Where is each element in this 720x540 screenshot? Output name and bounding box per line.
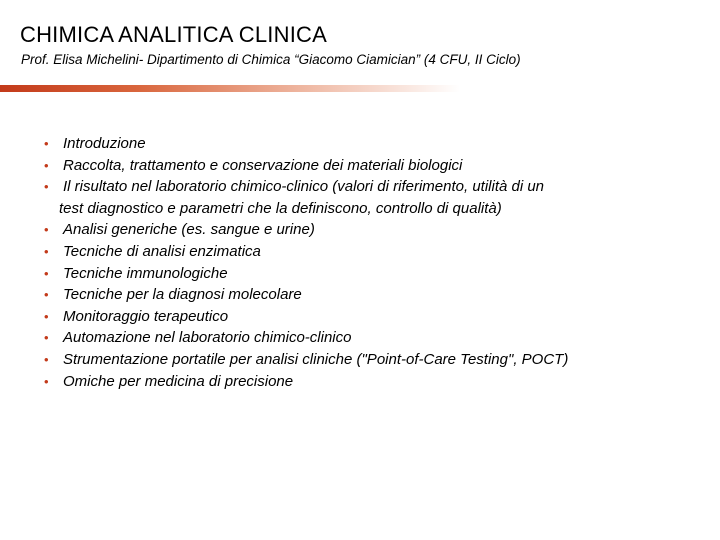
list-item-text: Tecniche di analisi enzimatica <box>63 242 261 260</box>
bullet-icon: • <box>44 287 49 303</box>
list-item-text: Tecniche per la diagnosi molecolare <box>63 286 302 304</box>
bullet-icon: • <box>44 136 49 151</box>
list-item-text: Raccolta, trattamento e conservazione dei materiali biologici <box>63 156 463 174</box>
list-item-text: Automazione nel laboratorio chimico-clinico <box>63 329 352 347</box>
bullet-icon: • <box>44 157 49 173</box>
bullet-icon: • <box>44 373 49 389</box>
list-item <box>40 349 710 371</box>
bullet-icon: • <box>44 308 49 324</box>
slide-title: CHIMICA ANALITICA CLINICA <box>20 22 327 47</box>
list-item-text: Il risultato nel laboratorio chimico-clinico (valori di riferimento, utilità di un <box>63 178 545 196</box>
list-item <box>40 176 710 219</box>
list-item <box>40 306 710 328</box>
list-item <box>40 219 710 241</box>
list-item <box>40 263 710 285</box>
list-item-text: Analisi generiche (es. sangue e urine) <box>63 221 315 239</box>
list-item-text: Introduzione <box>63 135 146 152</box>
list-item <box>40 241 710 263</box>
slide-subtitle: Prof. Elisa Michelini- Dipartimento di Chimica “Giacomo Ciamician” (4 CFU, II Ciclo) <box>21 52 521 67</box>
topic-list <box>40 133 710 392</box>
bullet-icon: • <box>44 222 49 238</box>
list-item <box>40 133 710 155</box>
list-item <box>40 371 710 393</box>
list-item-text-continuation: test diagnostico e parametri che la definiscono, controllo di qualità) <box>59 199 502 217</box>
list-item <box>40 284 710 306</box>
bullet-icon: • <box>44 179 49 195</box>
list-item-text: Strumentazione portatile per analisi cliniche ("Point-of-Care Testing", POCT) <box>63 350 569 368</box>
list-item <box>40 155 710 177</box>
title-accent-bar <box>0 85 460 92</box>
bullet-icon: • <box>44 265 49 281</box>
list-item-text: Monitoraggio terapeutico <box>63 307 229 325</box>
list-item-text: Tecniche immunologiche <box>63 264 228 282</box>
list-item <box>40 327 710 349</box>
bullet-icon: • <box>44 351 49 367</box>
bullet-icon: • <box>44 330 49 346</box>
bullet-icon: • <box>44 243 49 259</box>
list-item-text: Omiche per medicina di precisione <box>63 372 294 390</box>
